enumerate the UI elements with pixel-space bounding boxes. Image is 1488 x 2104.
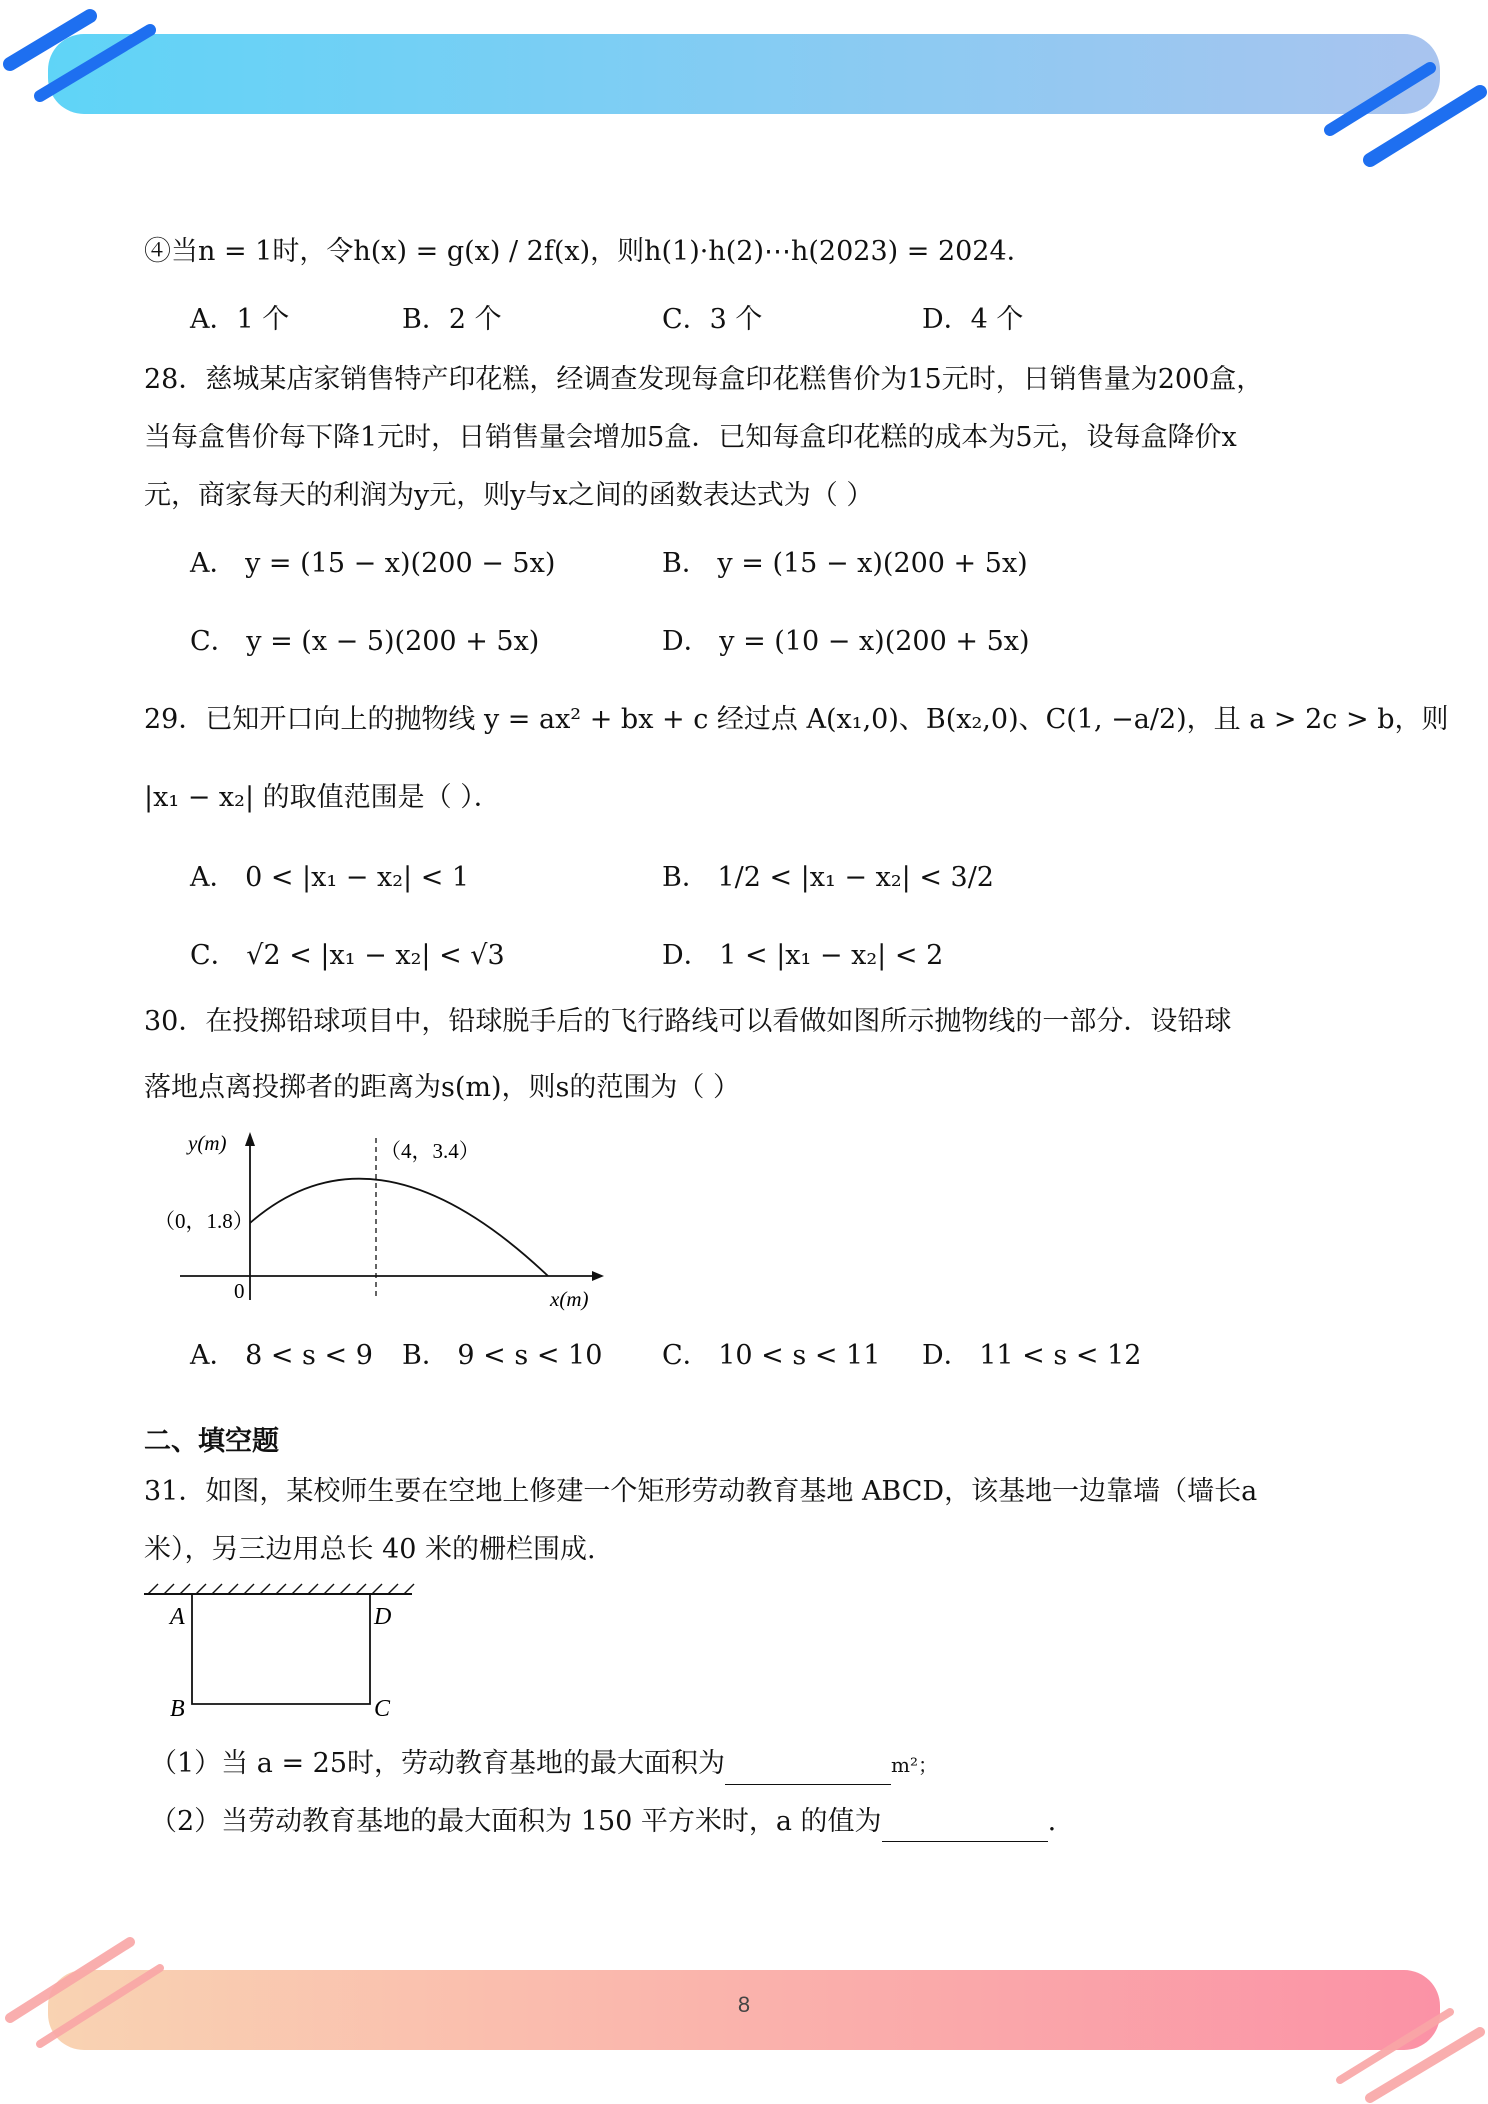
- q31-sub1: [150, 1744, 938, 1785]
- q27-option-b: B．2 个: [402, 304, 502, 335]
- q29-option-b: B． 1/2 < |x₁ − x₂| < 3/2: [662, 862, 994, 893]
- page-number: 8: [737, 1992, 751, 2017]
- q29-option-c: C． √2 < |x₁ − x₂| < √3: [190, 940, 505, 971]
- q31-sub1-text: （1）当 a = 25时，劳动教育基地的最大面积为: [150, 1748, 726, 1779]
- fence-rectangle: [192, 1594, 370, 1704]
- y-axis-arrow-icon: [245, 1132, 255, 1146]
- q31-sub2-suffix: .: [1047, 1806, 1057, 1837]
- q27-option-d: D．4 个: [922, 304, 1024, 335]
- origin-label: 0: [234, 1279, 245, 1303]
- q29-line-1: 29．已知开口向上的抛物线 y = ax² + bx + c 经过点 A(x₁,0)、B(x₂,0)、C(1, −a/2)，且 a > 2c > b，则: [144, 704, 1449, 735]
- q27-option-a: A．1 个: [190, 304, 290, 335]
- q30-option-c: C． 10 < s < 11: [662, 1340, 881, 1371]
- q29-option-d: D． 1 < |x₁ − x₂| < 2: [662, 940, 944, 971]
- q28-line-1: 28．慈城某店家销售特产印花糕，经调查发现每盒印花糕售价为15元时，日销售量为200盒，: [144, 364, 1264, 395]
- y-axis-label: y(m): [188, 1131, 227, 1155]
- q31-sub1-unit: m²；: [891, 1753, 938, 1777]
- q31-line-1: 31．如图，某校师生要在空地上修建一个矩形劳动教育基地 ABCD，该基地一边靠墙（墙长a: [144, 1476, 1258, 1507]
- q28-option-d: D． y = (10 − x)(200 + 5x): [662, 626, 1030, 657]
- label-c: C: [374, 1696, 391, 1720]
- label-d: D: [374, 1604, 392, 1630]
- q30-option-d: D． 11 < s < 12: [922, 1340, 1142, 1371]
- q28-option-a: A． y = (15 − x)(200 − 5x): [190, 548, 556, 579]
- q27-option-c: C．3 个: [662, 304, 763, 335]
- q27-statement: ④当n = 1时，令h(x) = g(x) / 2f(x)，则h(1)·h(2)⋯h(2023) = 2024．: [144, 236, 1034, 267]
- q31-sub2-blank: [882, 1809, 1048, 1842]
- q30-line-1: 30．在投掷铅球项目中，铅球脱手后的飞行路线可以看做如图所示抛物线的一部分．设铅球: [144, 1006, 1232, 1037]
- q31-sub1-blank: [725, 1752, 891, 1785]
- wall-hatching: [148, 1584, 414, 1594]
- q28-line-3: 元，商家每天的利润为y元，则y与x之间的函数表达式为（ ）: [144, 480, 874, 511]
- vertex-label: （4，3.4）: [380, 1139, 480, 1163]
- q31-sub2-text: （2）当劳动教育基地的最大面积为 150 平方米时，a 的值为: [150, 1806, 882, 1837]
- q30-trajectory-figure: [140, 1128, 620, 1318]
- label-a: A: [170, 1604, 185, 1630]
- label-b: B: [170, 1696, 185, 1720]
- top-decoration: [0, 0, 1488, 180]
- start-point-label: （0，1.8）: [154, 1209, 254, 1233]
- q30-option-b: B． 9 < s < 10: [402, 1340, 603, 1371]
- q28-option-c: C． y = (x − 5)(200 + 5x): [190, 626, 540, 657]
- parabola-path: [250, 1179, 548, 1276]
- q31-sub2: [150, 1802, 1056, 1842]
- q30-option-a: A． 8 < s < 9: [190, 1340, 373, 1371]
- q31-rectangle-figure: [140, 1580, 430, 1720]
- q31-line-2: 米），另三边用总长 40 米的栅栏围成.: [144, 1534, 596, 1565]
- q28-line-2: 当每盒售价每下降1元时，日销售量会增加5盒．已知每盒印花糕的成本为5元，设每盒降价x: [144, 422, 1237, 453]
- q29-option-a: A． 0 < |x₁ − x₂| < 1: [190, 862, 470, 893]
- x-axis-arrow-icon: [592, 1271, 604, 1281]
- x-axis-label: x(m): [550, 1287, 589, 1311]
- q28-option-b: B． y = (15 − x)(200 + 5x): [662, 548, 1028, 579]
- section-heading: 二、填空题: [144, 1426, 279, 1457]
- q29-line-2: |x₁ − x₂| 的取值范围是（ ）．: [144, 782, 501, 813]
- q30-line-2: 落地点离投掷者的距离为s(m)，则s的范围为（ ）: [144, 1072, 740, 1103]
